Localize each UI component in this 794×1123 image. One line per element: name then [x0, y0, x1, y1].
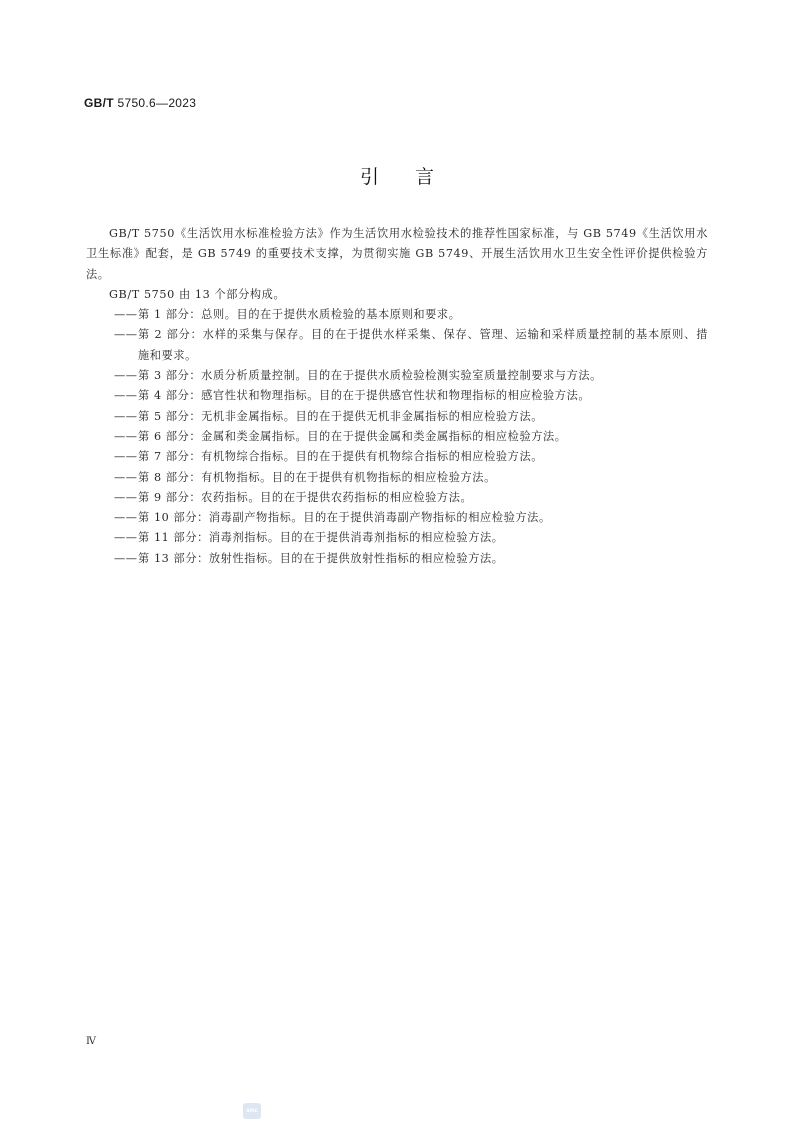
list-item-text: 第 11 部分：消毒剂指标。目的在于提供消毒剂指标的相应检验方法。 [138, 531, 504, 545]
document-code [84, 96, 196, 110]
list-item-text: 第 7 部分：有机物综合指标。目的在于提供有机物综合指标的相应检验方法。 [138, 450, 544, 464]
list-item-text: 第 13 部分：放射性指标。目的在于提供放射性指标的相应检验方法。 [138, 551, 504, 565]
parts-count-paragraph: GB/T 5750 由 13 个部分构成。 [109, 287, 286, 301]
list-item [86, 325, 708, 366]
list-item [86, 447, 708, 467]
list-item-dash: —— [114, 531, 138, 545]
list-item-text: 第 10 部分：消毒副产物指标。目的在于提供消毒副产物指标的相应检验方法。 [138, 511, 551, 525]
document-code-prefix: GB/T [84, 96, 114, 110]
list-item-dash: —— [114, 409, 138, 423]
page-title: 引言 [359, 166, 470, 188]
document-body [86, 224, 708, 569]
list-item [86, 468, 708, 488]
list-item-text: 第 9 部分：农药指标。目的在于提供农药指标的相应检验方法。 [138, 490, 473, 504]
list-item [86, 488, 708, 508]
list-item-text: 第 5 部分：无机非金属指标。目的在于提供无机非金属指标的相应检验方法。 [138, 409, 544, 423]
list-item [86, 427, 708, 447]
list-item [86, 386, 708, 406]
list-item-dash: —— [114, 369, 138, 383]
list-item-text: 第 4 部分：感官性状和物理指标。目的在于提供感官性状和物理指标的相应检验方法。 [138, 389, 591, 403]
intro-paragraph: GB/T 5750《生活饮用水标准检验方法》作为生活饮用水检验技术的推荐性国家标准，与 GB 5749《生活饮用水卫生标准》配套，是 GB 5749 的重要技术支撑，为贯彻实施 GB 5749、开展生活饮用水卫生安全性评价提供检验方法。 [86, 227, 708, 281]
list-item [86, 366, 708, 386]
document-code-number: 5750.6—2023 [117, 96, 197, 110]
list-item [86, 305, 708, 325]
parts-list [86, 305, 708, 569]
list-item [86, 407, 708, 427]
watermark-logo: snc [243, 1103, 261, 1119]
list-item-dash: —— [114, 511, 138, 525]
list-item [86, 508, 708, 528]
list-item [86, 549, 708, 569]
page-number: Ⅳ [86, 1036, 96, 1047]
list-item-dash: —— [114, 490, 138, 504]
list-item-dash: —— [114, 429, 138, 443]
list-item-text: 第 1 部分：总则。目的在于提供水质检验的基本原则和要求。 [138, 308, 461, 322]
list-item-dash: —— [114, 450, 138, 464]
list-item-dash: —— [114, 389, 138, 403]
list-item-dash: —— [114, 551, 138, 565]
list-item-dash: —— [114, 308, 138, 322]
list-item-dash: —— [114, 470, 138, 484]
list-item [86, 528, 708, 548]
list-item-text: 第 2 部分：水样的采集与保存。目的在于提供水样采集、保存、管理、运输和采样质量控制的基本原则、措施和要求。 [138, 328, 708, 362]
list-item-text: 第 3 部分：水质分析质量控制。目的在于提供水质检验检测实验室质量控制要求与方法。 [138, 369, 602, 383]
list-item-dash: —— [114, 328, 138, 342]
list-item-text: 第 8 部分：有机物指标。目的在于提供有机物指标的相应检验方法。 [138, 470, 496, 484]
list-item-text: 第 6 部分：金属和类金属指标。目的在于提供金属和类金属指标的相应检验方法。 [138, 429, 567, 443]
